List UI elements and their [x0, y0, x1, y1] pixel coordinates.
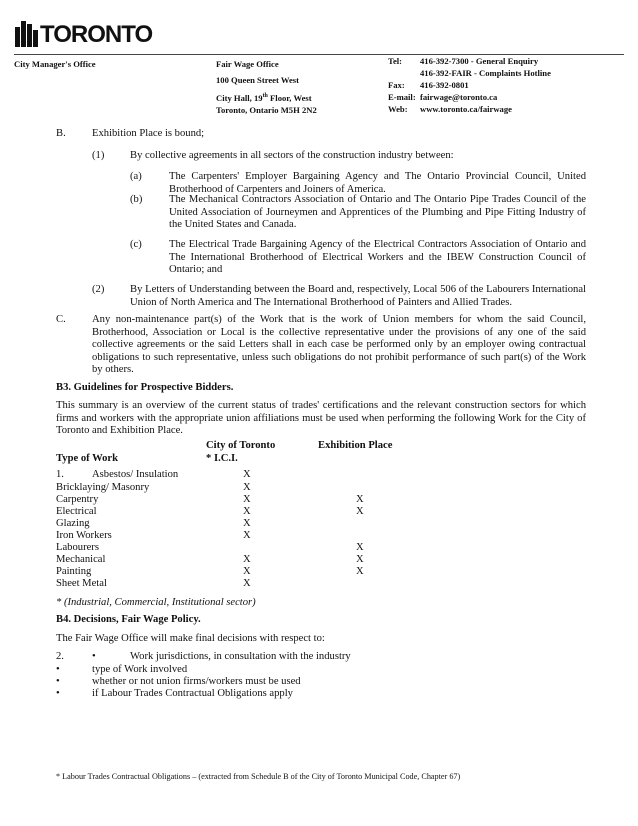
bullet-item: Work jurisdictions, in consultation with the industry	[130, 651, 351, 662]
bullet-item: type of Work involved	[92, 664, 188, 675]
exhibition-mark: X	[356, 494, 364, 505]
item1-marker: (1)	[92, 150, 105, 161]
city-mark: X	[243, 494, 251, 505]
work-electrical: Electrical	[56, 506, 97, 517]
sub-a-marker: (a)	[130, 171, 142, 182]
work-asbestos: Asbestos/ Insulation	[92, 469, 179, 480]
item2-text: By Letters of Understanding between the Board and, respectively, Local 506 of the Labourers International Union of North America and The International Brotherhood of Painters and Allied Trades.	[130, 284, 586, 308]
col-city-header: City of Toronto	[206, 440, 276, 451]
work-mechanical: Mechanical	[56, 554, 106, 565]
exhibition-mark: X	[356, 506, 364, 517]
contact-labels: Tel: Fax: E-mail: Web:	[388, 56, 416, 114]
table-note: * (Industrial, Commercial, Institutional sector)	[56, 597, 256, 608]
city-mark: X	[243, 578, 251, 589]
b3-heading: B3. Guidelines for Prospective Bidders.	[56, 382, 234, 393]
bullet-item: if Labour Trades Contractual Obligations apply	[92, 688, 293, 699]
bullet-marker: •	[56, 676, 60, 687]
col-exhibition-header: Exhibition Place	[318, 440, 393, 451]
contact-values	[420, 55, 551, 115]
b4-text: The Fair Wage Office will make final decisions with respect to:	[56, 633, 325, 644]
toronto-logo-icon	[14, 21, 40, 47]
b3-text: This summary is an overview of the current status of trades' certifications and the relevant construction sectors for which firms and workers with the appropriate union affiliations must be used when performing the following Work for the City of Toronto and Exhibition Place.	[56, 400, 586, 437]
bullet-item: whether or not union firms/workers must be used	[92, 676, 301, 687]
exhibition-mark: X	[356, 566, 364, 577]
section-b-marker: B.	[56, 128, 66, 139]
footer-note: * Labour Trades Contractual Obligations – (extracted from Schedule B of the City of Toronto Municipal Code, Chapter 67)	[56, 772, 461, 781]
city-mark: X	[243, 554, 251, 565]
phone-general: 416-392-7300 - General Enquiry	[420, 56, 539, 66]
work-bricklaying: Bricklaying/ Masonry	[56, 482, 150, 493]
sub-c-text: The Electrical Trade Bargaining Agency of the Electrical Contractors Association of Ontario and The International Brotherhood of Electrical Workers and the IBEW Construction Council of Ontario; and	[169, 239, 586, 276]
b4-heading: B4. Decisions, Fair Wage Policy.	[56, 614, 201, 625]
toronto-wordmark: TORONTO	[40, 21, 153, 48]
item2-marker: (2)	[92, 284, 105, 295]
work-glazing: Glazing	[56, 518, 90, 529]
section-c-text: Any non-maintenance part(s) of the Work that is the work of Union members for whom the said Council, Brotherhood, Association or Local is the collective representative under the provisions of any one of the said collective agreements or the said Letters shall in each case be performed only by an employer owing contractual obligations to such representative, unless such obligations do not prohibit performance of such part(s) of the Work by others.	[92, 314, 586, 376]
city-mark: X	[243, 518, 251, 529]
sub-a-text: The Carpenters' Employer Bargaining Agency and The Ontario Provincial Council, United Brotherhood of Carpenters and Joiners of America.	[169, 171, 586, 195]
city-mark: X	[243, 506, 251, 517]
office-address: Fair Wage Office 100 Queen Street West City Hall, 19th Floor, West Toronto, Ontario M5H 2N2	[216, 59, 317, 115]
bullet-marker: •	[92, 651, 96, 662]
exhibition-mark: X	[356, 542, 364, 553]
work-sheet-metal: Sheet Metal	[56, 578, 107, 589]
city-mark: X	[243, 469, 251, 480]
item1-text: By collective agreements in all sectors of the construction industry between:	[130, 150, 454, 161]
email-link[interactable]: fairwage@toronto.ca	[420, 92, 498, 102]
bullet-marker: •	[56, 664, 60, 675]
sub-b-text: The Mechanical Contractors Association of Ontario and The Ontario Pipe Trades Council of the United Association of Journeymen and Apprentices of the Plumbing and Pipe Fitting Industry of the United States and Canada.	[169, 194, 586, 231]
b4-first-prefix: 2.	[56, 651, 64, 662]
city-mark: X	[243, 566, 251, 577]
sub-c-marker: (c)	[130, 239, 142, 250]
web-link[interactable]: www.toronto.ca/fairwage	[420, 104, 512, 114]
work-painting: Painting	[56, 566, 92, 577]
fax-number: 416-392-0801	[420, 80, 469, 90]
phone-complaints: 416-392-FAIR - Complaints Hotline	[420, 68, 551, 78]
work-carpentry: Carpentry	[56, 494, 99, 505]
section-b-text: Exhibition Place is bound;	[92, 128, 205, 139]
exhibition-mark: X	[356, 554, 364, 565]
city-mark: X	[243, 530, 251, 541]
table-first-prefix: 1.	[56, 469, 64, 480]
sub-b-marker: (b)	[130, 194, 143, 205]
work-iron-workers: Iron Workers	[56, 530, 112, 541]
department-name: City Manager's Office	[14, 59, 96, 69]
section-c-marker: C.	[56, 314, 66, 325]
col-work-header: Type of Work	[56, 453, 118, 464]
col-ici-header: * I.C.I.	[206, 453, 238, 464]
work-labourers: Labourers	[56, 542, 99, 553]
bullet-marker: •	[56, 688, 60, 699]
city-mark: X	[243, 482, 251, 493]
